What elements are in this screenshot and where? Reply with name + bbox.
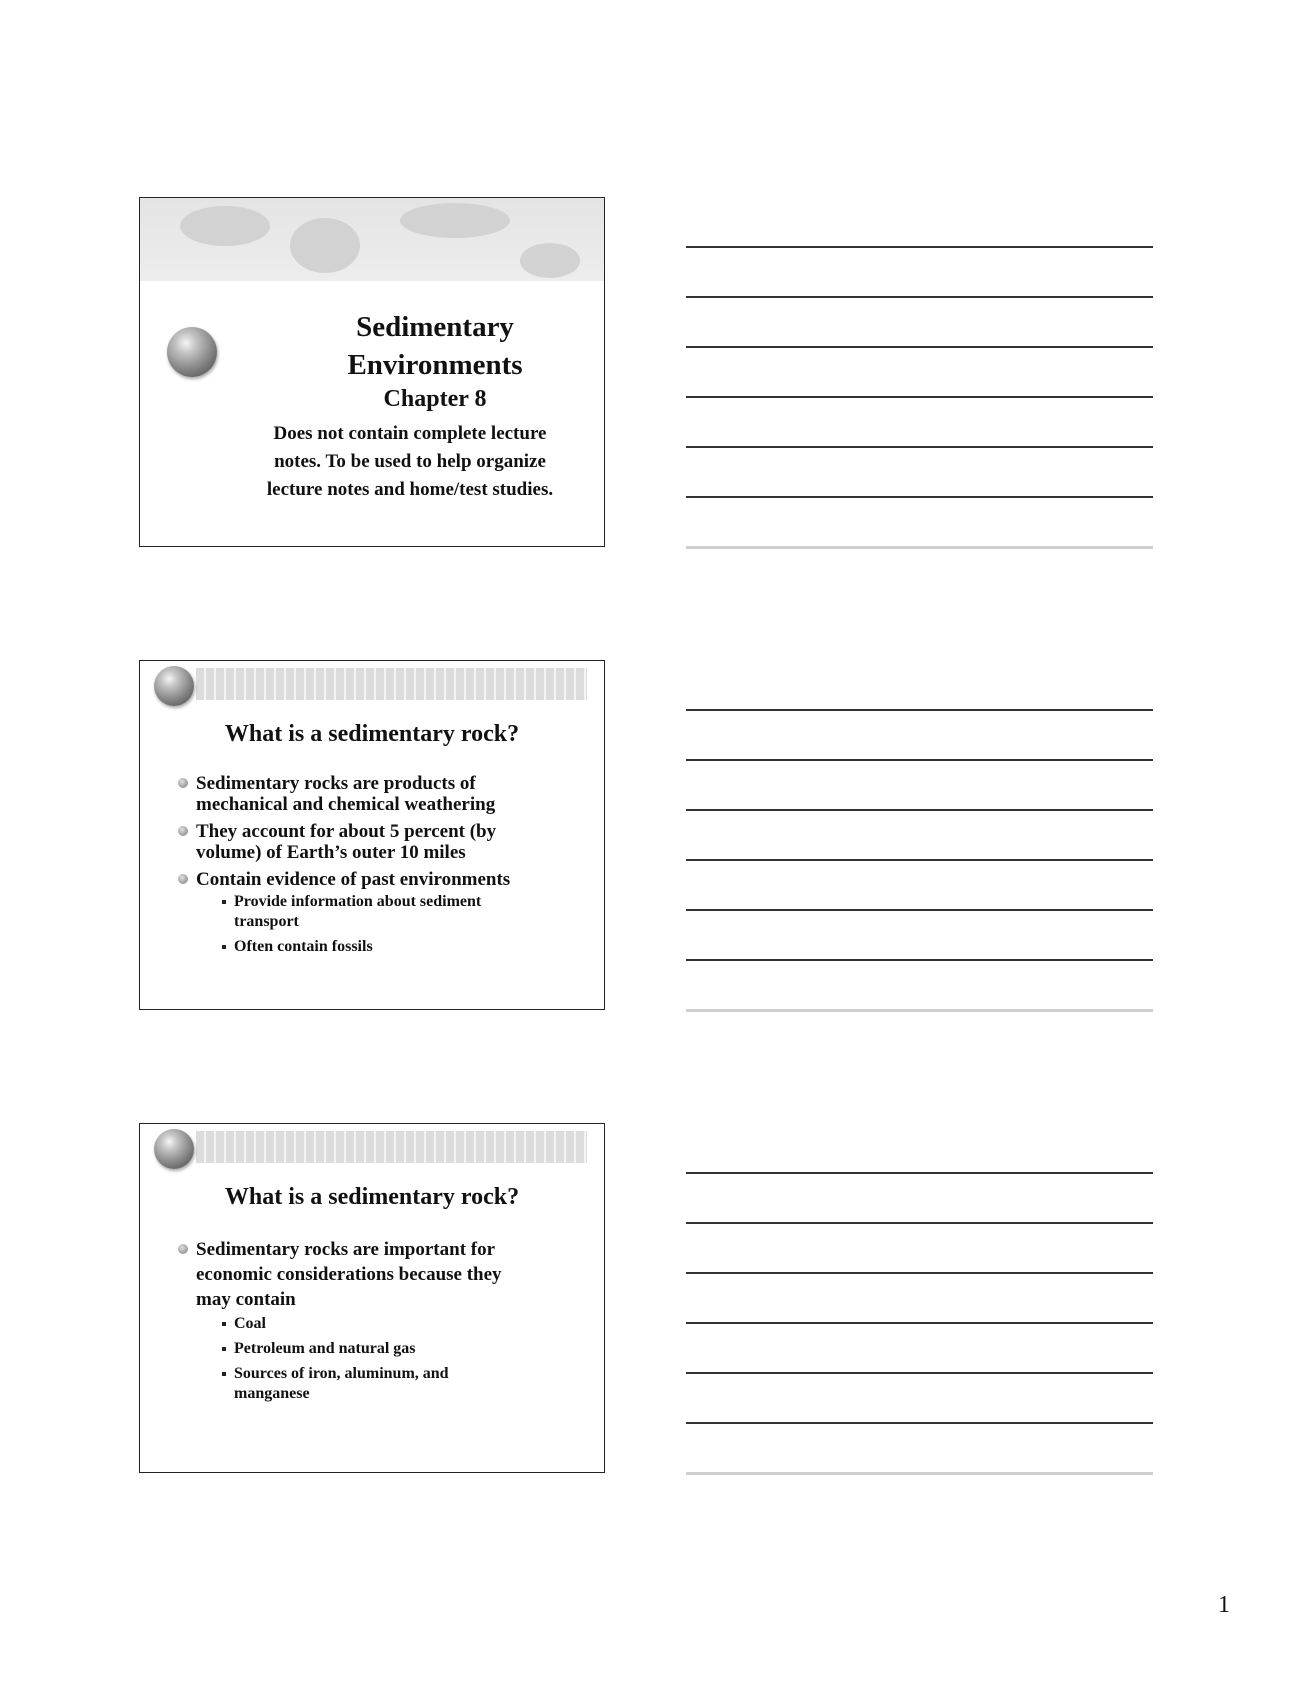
sub-list-item: Coal	[176, 1314, 576, 1334]
bullet-list	[176, 773, 576, 962]
bullet-icon	[178, 1244, 188, 1254]
list-item: They account for about 5 percent (by volume) of Earth’s outer 10 miles	[176, 821, 576, 863]
sub-list-item: Petroleum and natural gas	[176, 1339, 576, 1359]
page-number: 1	[1218, 1592, 1230, 1618]
sphere-icon	[167, 327, 217, 377]
sphere-icon	[154, 666, 194, 706]
list-item: Sedimentary rocks are products of mechanical and chemical weathering	[176, 773, 576, 815]
bullet-icon	[178, 874, 188, 884]
slide-3	[139, 1123, 605, 1473]
slide-subtitle: Does not contain complete lecture notes. To be used to help organize lecture notes and home/test studies.	[266, 423, 554, 500]
chapter-label: Chapter 8	[383, 386, 487, 412]
square-bullet-icon	[222, 1372, 226, 1376]
world-map-strip	[196, 668, 587, 700]
slide-title: What is a sedimentary rock?	[224, 721, 520, 747]
slide-2	[139, 660, 605, 1010]
square-bullet-icon	[222, 900, 226, 904]
sub-list-item: Sources of iron, aluminum, and manganese	[176, 1364, 576, 1404]
square-bullet-icon	[222, 1347, 226, 1351]
square-bullet-icon	[222, 1322, 226, 1326]
list-item: Contain evidence of past environments	[176, 869, 576, 890]
world-map-strip	[196, 1131, 587, 1163]
world-map-banner	[140, 198, 604, 281]
sub-list-item: Often contain fossils	[176, 937, 576, 957]
slide-1	[139, 197, 605, 547]
slide-title: What is a sedimentary rock?	[224, 1184, 520, 1210]
sub-list-item: Provide information about sediment transport	[176, 892, 576, 932]
list-item: Sedimentary rocks are important for economic considerations because they may contain	[176, 1237, 576, 1312]
slide-title: Sedimentary Environments	[347, 311, 523, 381]
sphere-icon	[154, 1129, 194, 1169]
bullet-icon	[178, 826, 188, 836]
square-bullet-icon	[222, 945, 226, 949]
bullet-icon	[178, 778, 188, 788]
bullet-list	[176, 1237, 576, 1409]
